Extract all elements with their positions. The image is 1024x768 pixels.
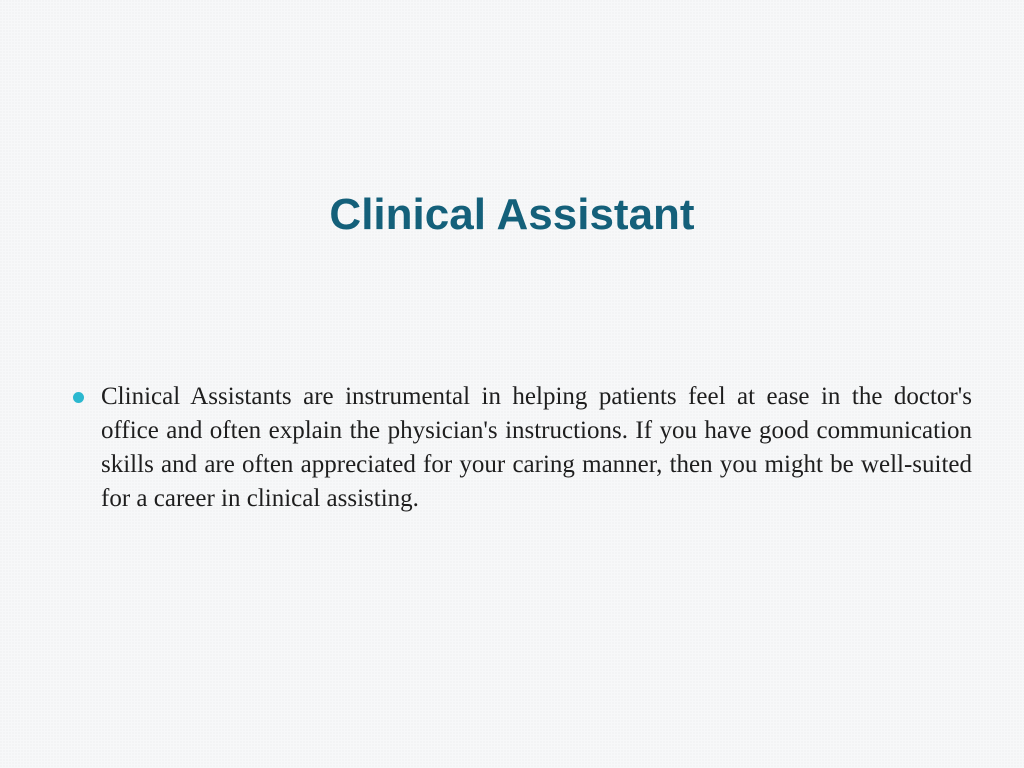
bullet-text: Clinical Assistants are instrumental in helping patients feel at ease in the doctor's office and often explain the physician's instructions. If you have good communication skills and are often appreciated for your caring manner, then you might be well-suited for a career in clinical assisting. (101, 383, 972, 512)
bullet-dot-icon (73, 392, 84, 403)
bullet-list (72, 380, 972, 516)
slide-title: Clinical Assistant (329, 190, 695, 239)
bullet-item (72, 380, 972, 516)
